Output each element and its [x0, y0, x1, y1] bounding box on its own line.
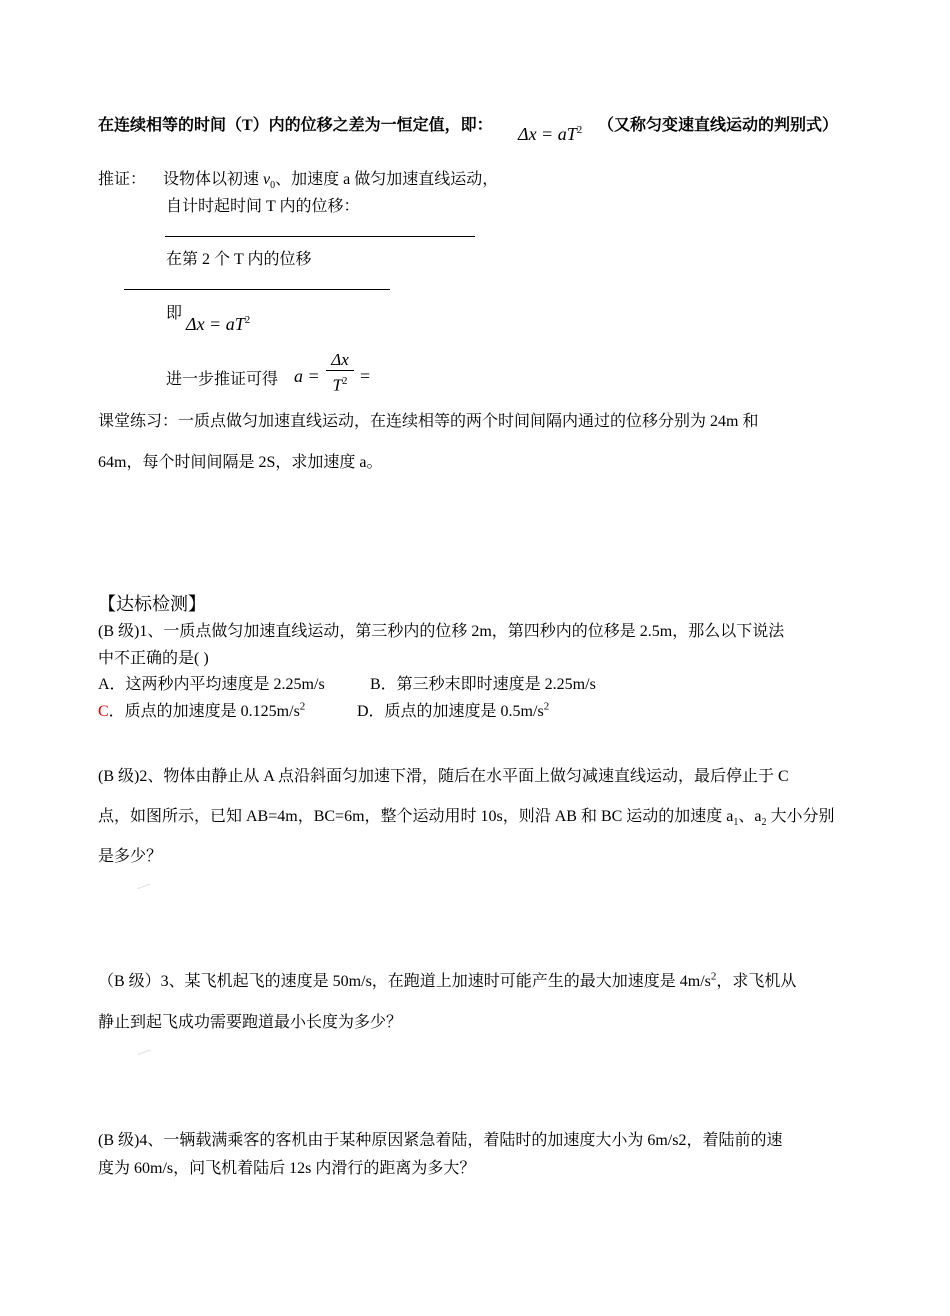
assume-pre: 设物体以初速 — [163, 171, 260, 188]
law-formula-text: Δx = aT — [518, 124, 577, 144]
further-derivation: 进一步推证可得 — [166, 371, 279, 388]
fraction-numerator: Δx — [331, 350, 349, 369]
q1-line-1: (B 级)1、一质点做匀加速直线运动，第三秒内的位移 2m，第四秒内的位移是 2.5m，那么以下说法 — [98, 623, 785, 640]
fraction-dx-over-t2 — [326, 350, 354, 396]
a-equals: a = — [294, 366, 320, 386]
q1-option-c-letter: C — [98, 703, 109, 720]
q3-line-1-post: ，求飞机从 — [716, 973, 797, 990]
q3-exponent: 2 — [710, 970, 717, 983]
law-formula-exponent: 2 — [576, 124, 583, 136]
so-formula — [186, 314, 250, 335]
assume-v: v — [263, 171, 271, 188]
q1-option-c-exponent: 2 — [299, 700, 306, 713]
so-label: 即 — [166, 305, 183, 322]
q2-line-2 — [98, 803, 835, 828]
q1-option-c-text: ．质点的加速度是 0.125m/s — [108, 703, 300, 720]
fraction-denominator — [326, 371, 354, 396]
fraction-denominator-text: T — [332, 375, 342, 395]
q2-line-2-pre: 点，如图所示，已知 AB=4m，BC=6m，整个运动用时 10s，则沿 AB 和 BC 运动的加速度 a — [98, 808, 734, 825]
faint-mark — [135, 1044, 151, 1055]
q2-line-2-post: 大小分别 — [766, 808, 835, 825]
trailing-equals: = — [360, 366, 371, 386]
q1-option-d — [357, 698, 549, 721]
law-statement — [98, 112, 493, 135]
q2-line-2-mid: 、a — [738, 808, 762, 825]
faint-mark — [135, 878, 151, 889]
q2-line-1: (B 级)2、物体由静止从 A 点沿斜面匀加速下滑，随后在水平面上做匀减速直线运动，最后停止于 C — [98, 768, 789, 785]
fraction-denominator-exponent: 2 — [341, 375, 348, 387]
second-T-displacement: 在第 2 个 T 内的位移 — [166, 251, 312, 268]
q3-line-2: 静止到起飞成功需要跑道最小长度为多少？ — [98, 1014, 403, 1031]
section-title: 【达标检测】 — [98, 594, 206, 614]
exercise-line-2: 64m，每个时间间隔是 2S，求加速度 a。 — [98, 454, 383, 471]
first-T-displacement: 自计时起时间 T 内的位移： — [166, 198, 360, 215]
assume-post: 、加速度 a 做匀加速直线运动， — [275, 171, 499, 188]
q4-line-2: 度为 60m/s，问飞机着陆后 12s 内滑行的距离为多大？ — [98, 1160, 476, 1177]
q1-option-b: B．第三秒末即时速度是 2.25m/s — [370, 676, 596, 693]
so-formula-text: Δx = aT — [186, 314, 245, 334]
q1-option-d-text: D．质点的加速度是 0.5m/s — [357, 703, 544, 720]
q1-option-c — [98, 698, 305, 721]
derivation-assumption — [163, 166, 498, 191]
q3-line-1 — [98, 968, 796, 991]
q2-subscript-2: 2 — [761, 817, 767, 829]
exercise-line-1: 课堂练习：一质点做匀加速直线运动，在连续相等的两个时间间隔内通过的位移分别为 24m 和 — [98, 413, 759, 430]
law-formula — [518, 124, 582, 145]
q3-line-1-pre: （B 级）3、某飞机起飞的速度是 50m/s，在跑道上加速时可能产生的最大加速度是 4m/s — [98, 973, 711, 990]
assume-v-sub: 0 — [270, 180, 276, 192]
so-formula-exponent: 2 — [244, 314, 251, 326]
q2-subscript-1: 1 — [733, 817, 739, 829]
law-note: （又称匀变速直线运动的判别式） — [598, 117, 839, 134]
q1-line-2: 中不正确的是( ) — [98, 650, 209, 667]
blank-line-1 — [165, 236, 475, 237]
law-statement-text: 在连续相等的时间（T）内的位移之差为一恒定值，即： — [98, 117, 493, 134]
q4-line-1: (B 级)4、一辆载满乘客的客机由于某种原因紧急着陆，着陆时的加速度大小为 6m/s2，着陆前的速 — [98, 1132, 783, 1149]
derivation-label: 推证： — [98, 171, 147, 188]
q2-line-3: 是多少？ — [98, 848, 163, 865]
q1-option-a: A．这两秒内平均速度是 2.25m/s — [98, 676, 325, 693]
blank-line-2 — [124, 289, 390, 290]
q1-option-d-exponent: 2 — [543, 700, 550, 713]
